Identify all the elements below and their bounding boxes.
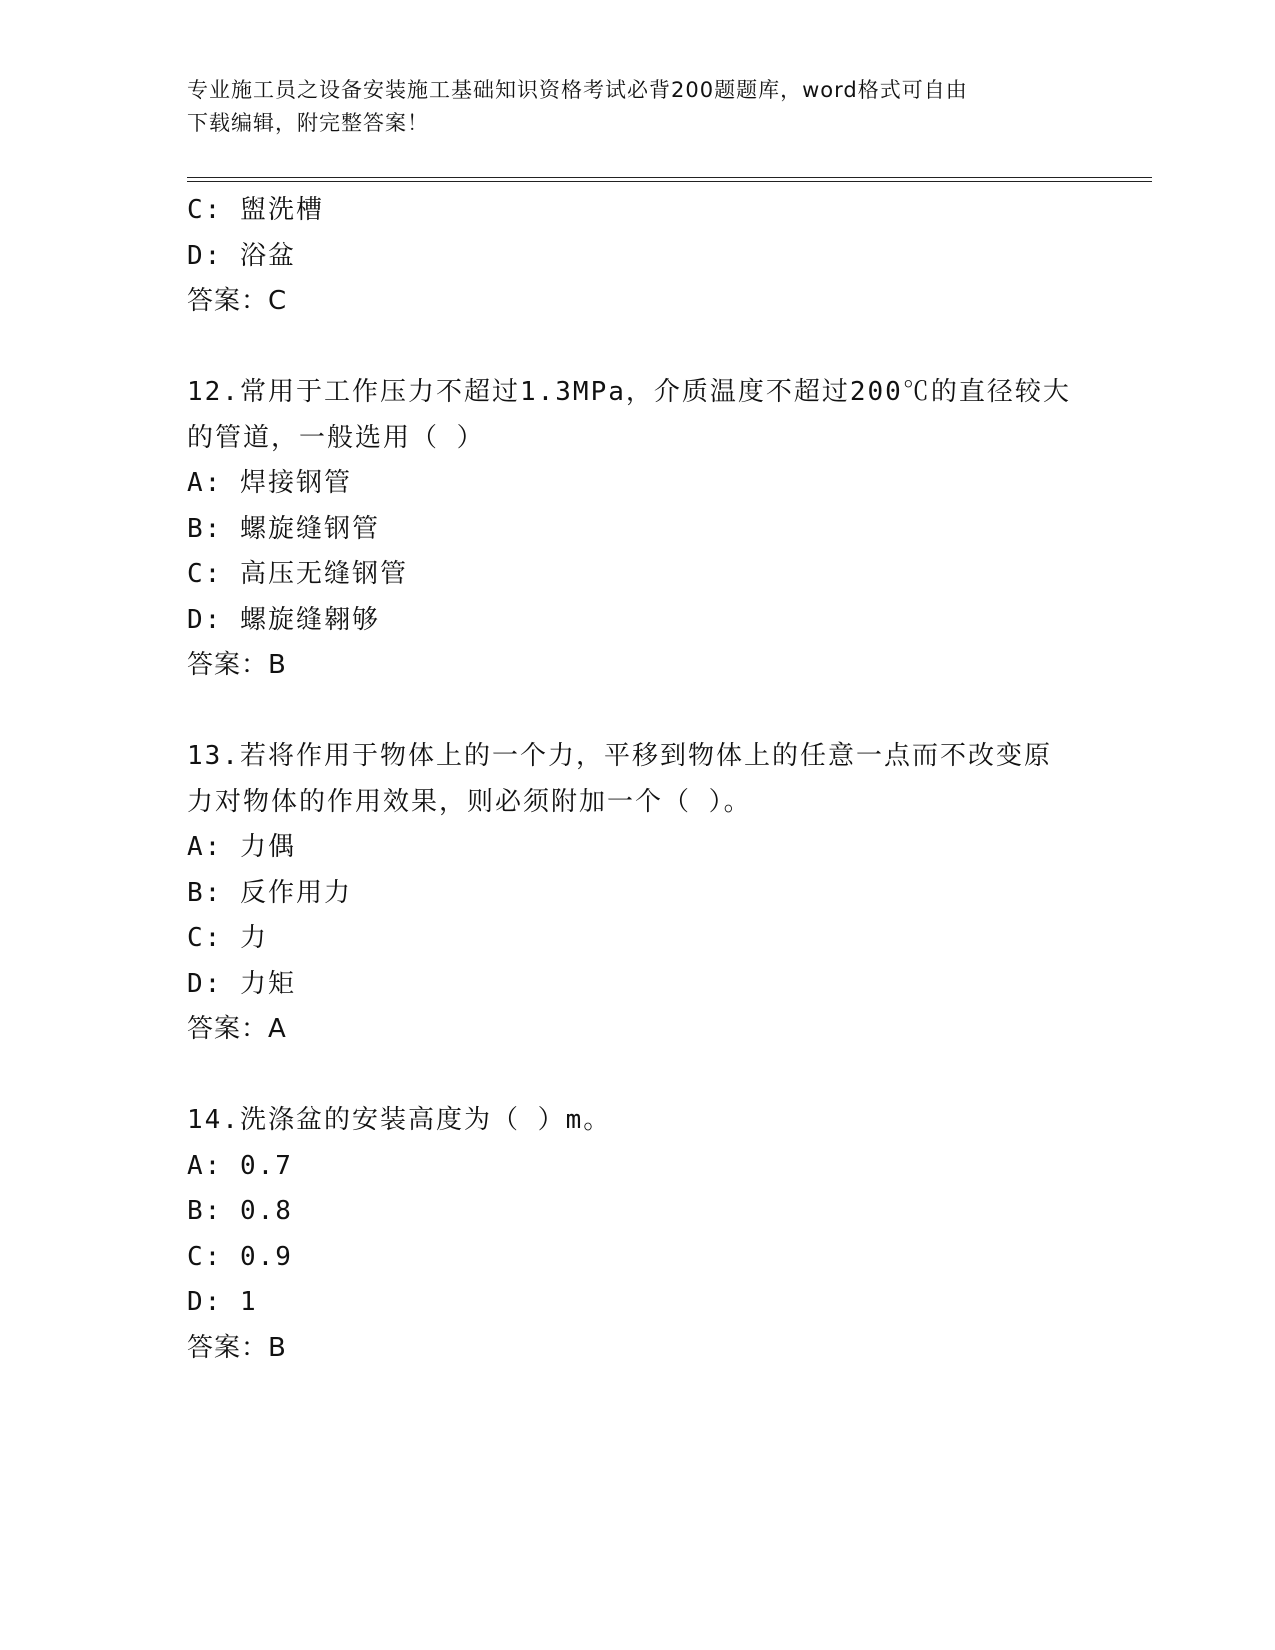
spacer <box>187 689 1087 735</box>
question-12 <box>187 370 1087 689</box>
document-body <box>187 188 1087 1371</box>
answer-line: 答案：C <box>187 286 288 316</box>
question-11-continued <box>187 188 1087 325</box>
answer-line: 答案：B <box>187 1332 287 1363</box>
header-rule-bottom <box>187 181 1152 182</box>
option-d: D: 螺旋缝翱够 <box>187 604 380 635</box>
option-c: C: 高压无缝钢管 <box>187 559 408 589</box>
option-c: C: 0.9 <box>187 1241 293 1272</box>
option-b: B: 反作用力 <box>187 877 352 908</box>
question-stem-line: 12.常用于工作压力不超过1.3MPa，介质温度不超过200℃的直径较大 <box>187 377 1071 407</box>
option-c: C: 力 <box>187 923 268 953</box>
spacer <box>187 1053 1087 1099</box>
document-header <box>187 74 1067 140</box>
option-a: A: 力偶 <box>187 832 296 862</box>
question-stem-line: 力对物体的作用效果，则必须附加一个（ ）。 <box>187 786 752 817</box>
answer-line: 答案：A <box>187 1014 287 1044</box>
option-c: C: 盥洗槽 <box>187 195 324 225</box>
header-line-1: 专业施工员之设备安装施工基础知识资格考试必背200题题库，word格式可自由 <box>187 78 968 102</box>
spacer <box>187 325 1087 371</box>
option-d: D: 浴盆 <box>187 240 296 271</box>
option-b: B: 螺旋缝钢管 <box>187 513 380 544</box>
option-d: D: 力矩 <box>187 968 296 999</box>
question-stem-line: 14.洗涤盆的安装高度为（ ）m。 <box>187 1105 612 1135</box>
option-a: A: 焊接钢管 <box>187 468 352 498</box>
option-d: D: 1 <box>187 1287 258 1317</box>
header-line-2: 下载编辑，附完整答案！ <box>187 111 429 135</box>
question-13 <box>187 734 1087 1053</box>
question-14 <box>187 1098 1087 1371</box>
option-a: A: 0.7 <box>187 1150 293 1181</box>
answer-line: 答案：B <box>187 650 287 680</box>
question-stem-line: 13.若将作用于物体上的一个力，平移到物体上的任意一点而不改变原 <box>187 741 1052 771</box>
question-stem-line: 的管道，一般选用（ ） <box>187 422 485 453</box>
header-rule-top <box>187 177 1152 178</box>
option-b: B: 0.8 <box>187 1196 293 1226</box>
